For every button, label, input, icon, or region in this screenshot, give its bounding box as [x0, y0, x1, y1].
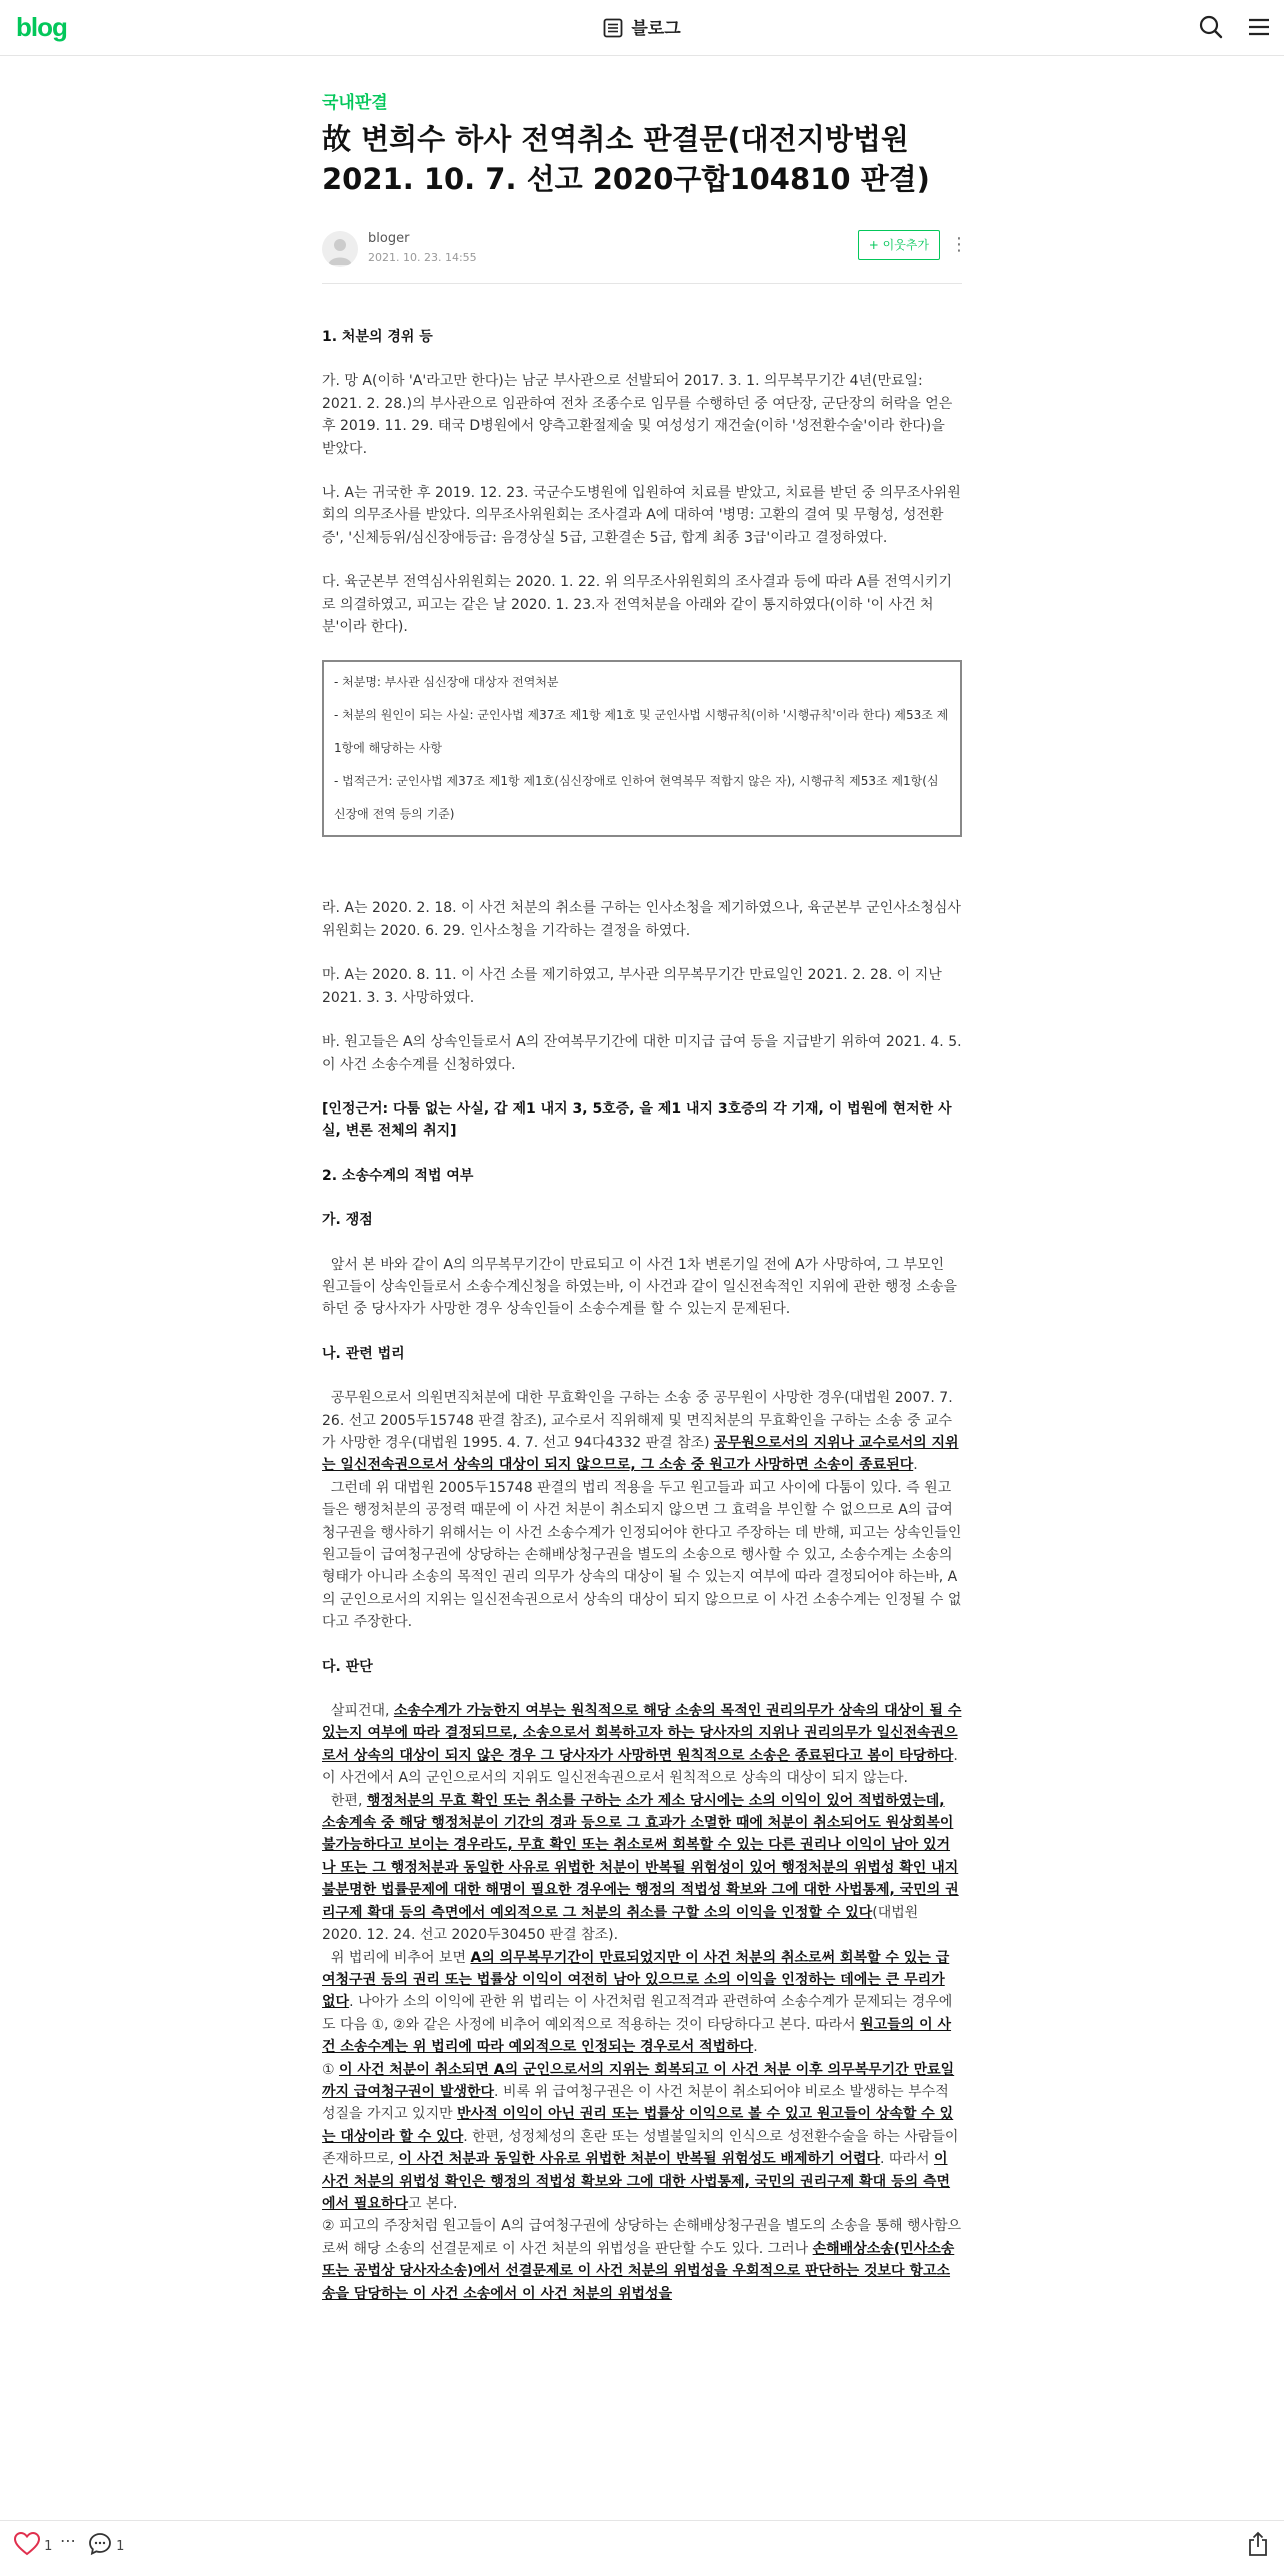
paragraph: 살피건대, 소송수계가 가능한지 여부는 원칙적으로 해당 소송의 목적인 권리의무가 상속의 대상이 될 수 있는지 여부에 따라 결정되므로, 소송으로서 회복하고자 하는 당사자의 지위나 권리의무가 일신전속권으로서 상속의 대상이 되지 않은 경우 그 당사자가 사망하면 원칙적으로 소송은 종료된다고 봄이 타당하다. 이 사건에서 A의 군인으로서의 지위도 일신전속권으로서 원칙적으로 상속의 대상이 되지 않는다. — [322, 1703, 962, 1787]
paragraph: 그런데 위 대법원 2005두15748 판결의 법리 적용을 두고 원고들과 피고 사이에 다툼이 있다. 즉 원고들은 행정처분의 공정력 때문에 이 사건 처분이 취소되지 않으면 그 효력을 부인할 수 없으므로 A의 급여청구권을 행사하기 위해서는 이 사건 소송수계가 인정되어야 한다고 주장하는 데 반해, 피고는 상속인들인 원고들이 급여청구권에 상당하는 손해배상청구권을 별도의 소송으로 행사할 수 있고, 소송수계는 소송의 형태가 아니라 소송의 목적인 권리 의무가 상속의 대상이 될 수 있는지 여부에 따라 결정되어야 하는바, A의 군인으로서의 지위는 일신전속권으로서 상속의 대상이 되지 않으므로 이 사건 소송수계는 인정될 수 없다고 주장한다. — [322, 1479, 962, 1631]
post-title: 故 변희수 하사 전역취소 판결문(대전지방법원 2021. 10. 7. 선고 2020구합104810 판결) — [322, 122, 930, 196]
post-body — [322, 326, 962, 2305]
paragraph: ① 이 사건 처분이 취소되면 A의 군인으로서의 지위는 회복되고 이 사건 처분 이후 의무복무기간 만료일까지 급여청구권이 발생한다. 비록 위 급여청구권은 이 사건 처분이 취소되어야 비로소 발생하는 부수적 성질을 가지고 있지만 반사적 이익이 아닌 권리 또는 법률상 이익으로 볼 수 있고 원고들이 상속할 수 있는 대상이라 할 수 있다. 한편, 성정체성의 혼란 또는 성별불일치의 인식으로 성전환수술을 하는 사람들이 존재하므로, 이 사건 처분과 동일한 사유로 위법한 처분이 반복될 위험성도 배제하기 어렵다. 따라서 이 사건 처분의 위법성 확인은 행정의 적법성 확보와 그에 대한 사법통제, 국민의 권리구제 확대 등의 측면에서 필요하다고 본다. — [322, 2061, 959, 2212]
subsection-heading: 다. 판단 — [322, 1658, 373, 1675]
menu-icon[interactable] — [1246, 14, 1272, 44]
paragraph: 한편, 행정처분의 무효 확인 또는 취소를 구하는 소가 제소 당시에는 소의 이익이 있어 적법하였는데, 소송계속 중 해당 행정처분이 기간의 경과 등으로 그 효과가 소멸한 때에 처분이 취소되어도 원상회복이 불가능하다고 보이는 경우라도, 무효 확인 또는 취소로써 회복할 수 있는 다른 권리나 이익이 남아 있거나 또는 그 행정처분과 동일한 사유로 위법한 처분이 반복될 위험성이 있어 행정처분의 위법성 확인 내지 불분명한 법률문제에 대한 해명이 필요한 경우에는 행정의 적법성 확보와 그에 대한 사법통제, 국민의 권리구제 확대 등의 측면에서 예외적으로 그 처분의 취소를 구할 소의 이익을 인정할 수 있다(대법원 2020. 12. 24. 선고 2020두30450 판결 참조). — [322, 1792, 959, 1944]
paragraph: 공무원으로서 의원면직처분에 대한 무효확인을 구하는 소송 중 공무원이 사망한 경우(대법원 2007. 7. 26. 선고 2005두15748 판결 참조), 교수로서 직위해제 및 면직처분의 무효확인을 구하는 소송 중 교수가 사망한 경우(대법원 1995. 4. 7. 선고 94다4332 판결 참조) 공무원으로서의 지위나 교수로서의 지위는 일신전속권으로서 상속의 대상이 되지 않으므로, 그 소송 중 원고가 사망하면 소송이 종료된다. — [322, 1390, 959, 1474]
search-icon[interactable] — [1198, 14, 1224, 44]
evidence-note: [인정근거: 다툼 없는 사실, 갑 제1 내지 3, 5호증, 을 제1 내지 3호증의 각 기재, 이 법원에 현저한 사실, 변론 전체의 취지] — [322, 1100, 952, 1140]
comment-button[interactable] — [88, 2532, 124, 2556]
author-row — [322, 227, 968, 275]
subsection-heading: 나. 관련 법리 — [322, 1345, 405, 1362]
paragraph: 앞서 본 바와 같이 A의 의무복무기간이 만료되고 이 사건 1차 변론기일 전에 A가 사망하여, 그 부모인 원고들이 상속인들로서 소송수계신청을 하였는바, 이 사건과 같이 일신전속적인 지위에 관한 행정 소송을 하던 중 당사자가 사망한 경우 상속인들이 소송수계를 할 수 있는지 문제된다. — [322, 1256, 957, 1318]
paragraph: 라. A는 2020. 2. 18. 이 사건 처분의 취소를 구하는 인사소청을 제기하였으나, 육군본부 군인사소청심사위원회는 2020. 6. 29. 인사소청을 기각하는 결정을 하였다. — [322, 900, 961, 939]
paragraph: 가. 망 A(이하 'A'라고만 한다)는 남군 부사관으로 선발되어 2017. 3. 1. 의무복무기간 4년(만료일: 2021. 2. 28.)의 부사관으로 임관하여 전차 조종수로 임무를 수행하던 중 여단장, 군단장의 허락을 얻은 후 2019. 11. 29. 태국 D병원에서 양측고환절제술 및 여성성기 재건술(이하 '성전환수술'이라 한다)을 받았다. — [322, 373, 953, 457]
disposition-box — [322, 660, 962, 837]
comment-icon — [88, 2539, 112, 2554]
post-content — [322, 88, 968, 2305]
share-icon[interactable] — [1246, 2531, 1270, 2561]
box-line: - 처분의 원인이 되는 사실: 군인사법 제37조 제1항 제1호 및 군인사법 시행규칙(이하 '시행규칙'이라 한다) 제53조 제1항에 해당하는 사항 — [334, 708, 949, 756]
heart-icon — [14, 2539, 40, 2554]
header-title: 블로그 — [631, 19, 681, 39]
author-name[interactable]: bloger — [368, 231, 410, 246]
box-line: - 법적근거: 군인사법 제37조 제1항 제1호(심신장애로 인하여 현역복무 적합지 않은 자), 시행규칙 제53조 제1항(심신장애 전역 등의 기준) — [334, 774, 939, 822]
like-button[interactable] — [14, 2532, 52, 2556]
box-line: - 처분명: 부사관 심신장애 대상자 전역처분 — [334, 675, 559, 690]
paragraph: ② 피고의 주장처럼 원고들이 A의 급여청구권에 상당하는 손해배상청구권을 별도의 소송을 통해 행사함으로써 해당 소송의 선결문제로 이 사건 처분의 위법성을 판단할 수도 있다. 그러나 손해배상소송(민사소송 또는 공법상 당사자소송)에서 선결문제로 이 사건 처분의 위법성을 우회적으로 판단하는 것보다 항고소송을 담당하는 이 사건 소송에서 이 사건 처분의 위법성을 — [322, 2218, 962, 2302]
more-options-icon[interactable]: ⋮ — [950, 234, 968, 255]
paragraph: 나. A는 귀국한 후 2019. 12. 23. 국군수도병원에 입원하여 치료를 받았고, 치료를 받던 중 의무조사위원회의 의무조사를 받았다. 의무조사위원회는 조사결과 A에 대하여 '병명: 고환의 결여 및 무형성, 성전환증', '신체등위/심신장애등급: 음경상실 5급, 고환결손 5급, 합계 최종 3급'이라고 결정하였다. — [322, 485, 961, 546]
blog-home-link[interactable] — [0, 14, 1284, 43]
more-reactions-icon[interactable]: ⋯ — [60, 2531, 76, 2550]
paragraph: 마. A는 2020. 8. 11. 이 사건 소를 제기하였고, 부사관 의무복무기간 만료일인 2021. 2. 28. 이 지난 2021. 3. 3. 사망하였다. — [322, 967, 942, 1006]
post-category[interactable]: 국내판결 — [322, 93, 388, 113]
blog-logo[interactable]: blog — [16, 12, 67, 42]
comment-count: 1 — [116, 2539, 125, 2554]
divider — [322, 283, 962, 284]
paragraph: 바. 원고들은 A의 상속인들로서 A의 잔여복무기간에 대한 미지급 급여 등을 지급받기 위하여 2021. 4. 5. 이 사건 소송수계를 신청하였다. — [322, 1034, 962, 1073]
top-bar — [0, 0, 1284, 56]
section-heading: 1. 처분의 경위 등 — [322, 329, 433, 345]
blog-list-icon — [603, 18, 623, 43]
add-neighbor-button[interactable]: + 이웃추가 — [858, 230, 940, 260]
avatar[interactable] — [322, 231, 358, 267]
subsection-heading: 가. 쟁점 — [322, 1212, 373, 1229]
paragraph: 위 법리에 비추어 보면 A의 의무복무기간이 만료되었지만 이 사건 처분의 취소로써 회복할 수 있는 급여청구권 등의 권리 또는 법률상 이익이 여전히 남아 있으므로 소의 이익을 인정하는 데에는 큰 무리가 없다. 나아가 소의 이익에 관한 위 법리는 이 사건처럼 원고적격과 관련하여 소송수계가 문제되는 경우에도 다음 ①, ②와 같은 사정에 비추어 예외적으로 적용하는 것이 타당하다고 본다. 따라서 원고들의 이 사건 소송수계는 위 법리에 따라 예외적으로 인정되는 경우로서 적법하다. — [322, 1949, 953, 2056]
section-heading: 2. 소송수계의 적법 여부 — [322, 1167, 474, 1184]
post-date: 2021. 10. 23. 14:55 — [368, 251, 477, 264]
bottom-bar — [0, 2520, 1284, 2568]
paragraph: 다. 육군본부 전역심사위원회는 2020. 1. 22. 위 의무조사위원회의 조사결과 등에 따라 A를 전역시키기로 의결하였고, 피고는 같은 날 2020. 1. 23.자 전역처분을 아래와 같이 통지하였다(이하 '이 사건 처분'이라 한다). — [322, 574, 952, 636]
like-count: 1 — [44, 2539, 53, 2554]
